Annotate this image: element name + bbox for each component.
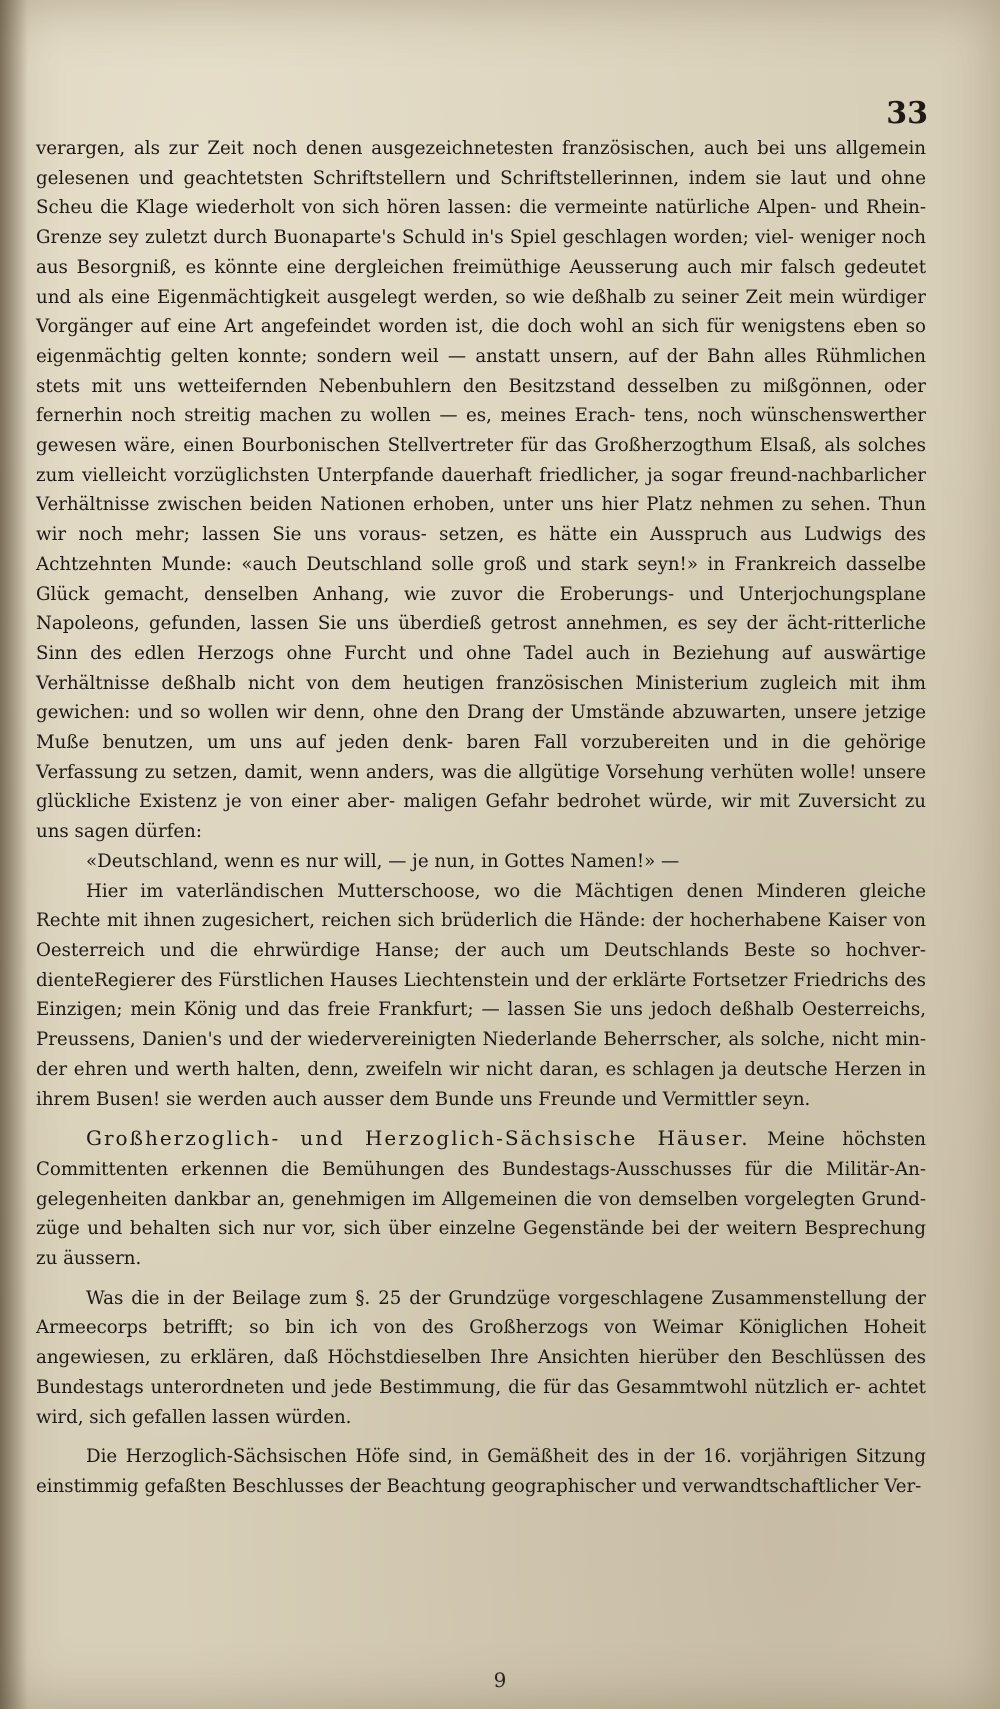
quote-paragraph: «Deutschland, wenn es nur will, — je nun, in Gottes Namen!» — <box>86 850 680 872</box>
section-text: Meine höchsten Committenten erkennen die Bemühungen des Bundestags-Ausschusses für die Militär-An- gelegenheiten dankbar an, genehmigen im Allgemeinen die von demselben vorgelegten Grund- züge und behalten sich nur vor, sich über einzelne Gegenstände bei der weitern Besprechung zu äussern. <box>36 1129 926 1270</box>
paragraph-6: Die Herzoglich-Sächsischen Höfe sind, in Gemäßheit des in der 16. vorjährigen Sitzung einstimmig gefaßten Beschlusses der Beachtung geographischer und verwandtschaftlicher Ver- <box>36 1446 926 1497</box>
paragraph-1: verargen, als zur Zeit noch denen ausgezeichnetesten französischen, auch bei uns allgemein gelesenen und geachtetsten Schriftstellern und Schriftstellerinnen, indem sie laut und ohne Scheu die Klage wiederholt von sich hören lassen: die vermeinte natürliche Alpen- und Rhein-Grenze sey zuletzt durch Buonaparte's Schuld in's Spiel geschlagen worden; viel- weniger noch aus Besorgniß, es könnte eine dergleichen freimüthige Aeusserung auch mir falsch gedeutet und als eine Eigenmächtigkeit ausgelegt werden, so wie deßhalb zu seiner Zeit mein würdiger Vorgänger auf eine Art angefeindet worden ist, die doch wohl an sich für wenigstens eben so eigenmächtig gelten konnte; sondern weil — anstatt unsern, auf der Bahn alles Rühmlichen stets mit uns wetteifernden Nebenbuhlern den Besitzstand desselben zu mißgönnen, oder fernerhin noch streitig machen zu wollen — es, meines Erach- tens, noch wünschenswerther gewesen wäre, einen Bourbonischen Stellvertreter für das Großherzogthum Elsaß, als solches zum vielleicht vorzüglichsten Unterpfande dauerhaft friedlicher, ja sogar freund-nachbarlicher Verhältnisse zwischen beiden Nationen erhoben, unter uns hier Platz nehmen zu sehen. Thun wir noch mehr; lassen Sie uns voraus- setzen, es hätte ein Ausspruch aus Ludwigs des Achtzehnten Munde: «auch Deutschland solle groß und stark seyn!» in Frankreich dasselbe Glück gemacht, denselben Anhang, wie zuvor die Eroberungs- und Unterjochungsplane Napoleons, gefunden, lassen Sie uns überdieß getrost annehmen, es sey der ächt-ritterliche Sinn des edlen Herzogs ohne Furcht und ohne Tadel auch in Beziehung auf auswärtige Verhältnisse deßhalb nicht von dem heutigen französischen Ministerium zugleich mit ihm gewichen: und so wollen wir denn, ohne den Drang der Umstände abzuwarten, unsere jetzige Muße benutzen, um uns auf jeden denk- baren Fall vorzubereiten und in die gehörige Verfassung zu setzen, damit, wenn anders, was die allgütige Vorsehung verhüten wolle! unsere glückliche Existenz je von einer aber- maligen Gefahr bedrohet würde, wir mit Zuversicht zu uns sagen dürfen: <box>36 138 926 843</box>
signature-mark: 9 <box>493 1668 507 1692</box>
paragraph-section-saxon <box>36 1124 926 1274</box>
paragraph-5: Was die in der Beilage zum §. 25 der Grundzüge vorgeschlagene Zusammenstellung der Armeecorps betrifft; so bin ich von des Großherzogs von Weimar Königlichen Hoheit angewiesen, zu erklären, daß Höchstdieselben Ihre Ansichten hierüber den Beschlüssen des Bundestags unterordneten und jede Bestimmung, die für das Gesammtwohl nützlich er- achtet wird, sich gefallen lassen würden. <box>36 1287 926 1428</box>
paragraph-3: Hier im vaterländischen Mutterschoose, wo die Mächtigen denen Minderen gleiche Rechte mit ihnen zugesichert, reichen sich brüderlich die Hände: der hocherhabene Kaiser von Oesterreich und die ehrwürdige Hanse; der auch um Deutschlands Beste so hochver- dienteRegierer des Fürstlichen Hauses Liechtenstein und der erklärte Fortsetzer Friedrichs des Einzigen; mein König und das freie Frankfurt; — lassen Sie uns jedoch deßhalb Oesterreichs, Preussens, Danien's und der wiedervereinigten Niederlande Beherrscher, als solche, nicht min- der ehren und werth halten, denn, zweifeln wir nicht daran, es schlagen ja deutsche Herzen in ihrem Busen! sie werden auch ausser dem Bunde uns Freunde und Vermittler seyn. <box>36 880 926 1110</box>
body-text <box>36 134 926 1502</box>
page-number: 33 <box>886 96 928 131</box>
spine-shadow <box>0 0 28 1709</box>
section-heading: Großherzoglich- und Herzoglich-Sächsische Häuser. <box>86 1126 750 1151</box>
